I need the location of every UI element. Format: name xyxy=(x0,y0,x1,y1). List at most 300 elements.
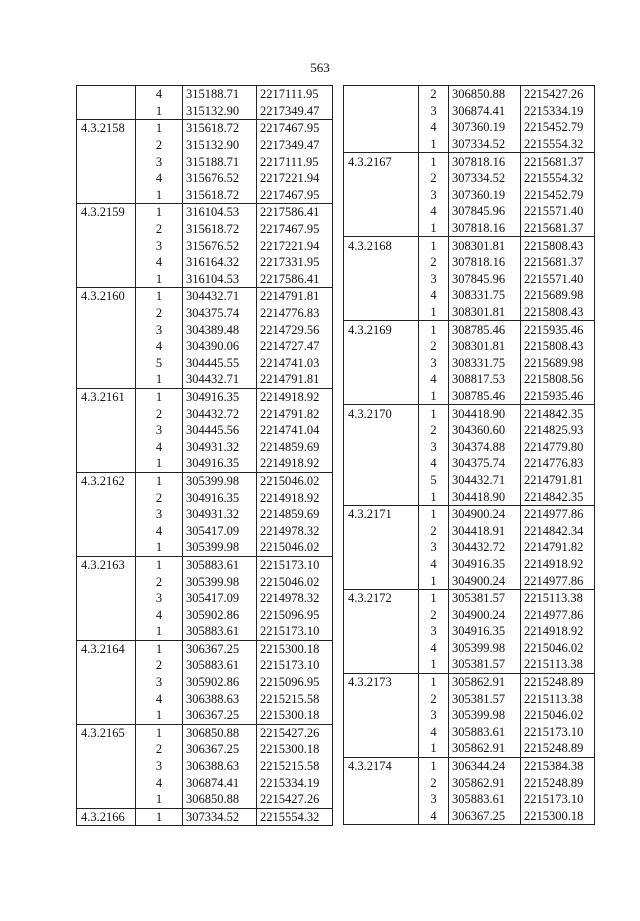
x-coordinate-cell: 305862.91 xyxy=(449,673,521,690)
point-number-cell: 1 xyxy=(419,740,449,757)
y-coordinate-cell: 2214727.47 xyxy=(257,338,333,355)
x-coordinate-cell: 305381.57 xyxy=(449,656,521,673)
y-coordinate-cell: 2215248.89 xyxy=(521,740,595,757)
point-number-cell: 2 xyxy=(419,774,449,791)
table-row xyxy=(77,556,333,573)
x-coordinate-cell: 304900.24 xyxy=(449,505,521,522)
table-row xyxy=(344,724,595,741)
table-row xyxy=(77,674,333,691)
x-coordinate-cell: 315132.90 xyxy=(183,103,257,120)
point-number-cell: 4 xyxy=(136,254,183,271)
table-row xyxy=(77,573,333,590)
point-number-cell: 4 xyxy=(136,690,183,707)
y-coordinate-cell: 2215452.79 xyxy=(521,187,595,204)
point-number-cell: 1 xyxy=(136,120,183,137)
parcel-id-cell xyxy=(77,254,136,271)
point-number-cell: 3 xyxy=(136,506,183,523)
point-number-cell: 5 xyxy=(419,472,449,489)
x-coordinate-cell: 304418.90 xyxy=(449,488,521,505)
parcel-id-cell xyxy=(344,187,419,204)
table-row xyxy=(77,254,333,271)
y-coordinate-cell: 2215096.95 xyxy=(257,674,333,691)
y-coordinate-cell: 2217467.95 xyxy=(257,120,333,137)
parcel-id-cell: 4.3.2173 xyxy=(344,673,419,690)
point-number-cell: 1 xyxy=(419,572,449,589)
x-coordinate-cell: 305883.61 xyxy=(183,623,257,640)
y-coordinate-cell: 2215215.58 xyxy=(257,758,333,775)
point-number-cell: 2 xyxy=(136,489,183,506)
x-coordinate-cell: 308301.81 xyxy=(449,237,521,254)
y-coordinate-cell: 2214791.81 xyxy=(257,288,333,305)
point-number-cell: 1 xyxy=(136,724,183,741)
x-coordinate-cell: 305399.98 xyxy=(183,472,257,489)
y-coordinate-cell: 2215300.18 xyxy=(257,741,333,758)
table-row xyxy=(344,271,595,288)
x-coordinate-cell: 307818.16 xyxy=(449,220,521,237)
y-coordinate-cell: 2215681.37 xyxy=(521,153,595,170)
right-coordinate-table xyxy=(343,85,595,825)
point-number-cell: 4 xyxy=(136,606,183,623)
point-number-cell: 3 xyxy=(419,187,449,204)
y-coordinate-cell: 2215248.89 xyxy=(521,673,595,690)
x-coordinate-cell: 305883.61 xyxy=(449,724,521,741)
point-number-cell: 4 xyxy=(136,522,183,539)
table-row xyxy=(344,623,595,640)
point-number-cell: 2 xyxy=(419,170,449,187)
parcel-id-cell xyxy=(344,774,419,791)
y-coordinate-cell: 2215452.79 xyxy=(521,119,595,136)
table-row xyxy=(344,690,595,707)
parcel-id-cell xyxy=(344,572,419,589)
y-coordinate-cell: 2215935.46 xyxy=(521,321,595,338)
parcel-id-cell xyxy=(77,791,136,808)
y-coordinate-cell: 2217467.95 xyxy=(257,221,333,238)
table-row xyxy=(77,455,333,472)
x-coordinate-cell: 308785.46 xyxy=(449,388,521,405)
table-row xyxy=(344,338,595,355)
parcel-id-cell xyxy=(77,237,136,254)
x-coordinate-cell: 304389.48 xyxy=(183,321,257,338)
table-row xyxy=(344,304,595,321)
y-coordinate-cell: 2214776.83 xyxy=(521,455,595,472)
table-row xyxy=(77,623,333,640)
parcel-id-cell xyxy=(77,371,136,388)
table-row xyxy=(77,489,333,506)
parcel-id-cell xyxy=(344,203,419,220)
parcel-id-cell xyxy=(77,707,136,724)
point-number-cell: 4 xyxy=(419,556,449,573)
parcel-id-cell xyxy=(344,86,419,103)
table-row xyxy=(77,120,333,137)
point-number-cell: 1 xyxy=(136,791,183,808)
x-coordinate-cell: 304916.35 xyxy=(183,489,257,506)
point-number-cell: 1 xyxy=(419,153,449,170)
table-row xyxy=(77,137,333,154)
x-coordinate-cell: 304375.74 xyxy=(449,455,521,472)
point-number-cell: 1 xyxy=(419,505,449,522)
y-coordinate-cell: 2217586.41 xyxy=(257,204,333,221)
table-row xyxy=(344,606,595,623)
parcel-id-cell: 4.3.2171 xyxy=(344,505,419,522)
x-coordinate-cell: 306388.63 xyxy=(183,758,257,775)
parcel-id-cell xyxy=(77,271,136,288)
parcel-id-cell xyxy=(344,271,419,288)
x-coordinate-cell: 305381.57 xyxy=(449,690,521,707)
table-row xyxy=(77,640,333,657)
parcel-id-cell: 4.3.2165 xyxy=(77,724,136,741)
parcel-id-cell: 4.3.2164 xyxy=(77,640,136,657)
x-coordinate-cell: 305862.91 xyxy=(449,774,521,791)
y-coordinate-cell: 2214825.93 xyxy=(521,422,595,439)
point-number-cell: 1 xyxy=(136,271,183,288)
table-row xyxy=(77,388,333,405)
y-coordinate-cell: 2217586.41 xyxy=(257,271,333,288)
table-row xyxy=(344,791,595,808)
x-coordinate-cell: 307818.16 xyxy=(449,254,521,271)
point-number-cell: 2 xyxy=(136,741,183,758)
x-coordinate-cell: 308331.75 xyxy=(449,355,521,372)
parcel-id-cell xyxy=(77,422,136,439)
y-coordinate-cell: 2214776.83 xyxy=(257,305,333,322)
table-row xyxy=(344,254,595,271)
x-coordinate-cell: 315618.72 xyxy=(183,187,257,204)
parcel-id-cell xyxy=(77,522,136,539)
x-coordinate-cell: 305902.86 xyxy=(183,674,257,691)
parcel-id-cell xyxy=(77,438,136,455)
x-coordinate-cell: 304916.35 xyxy=(449,556,521,573)
y-coordinate-cell: 2214791.82 xyxy=(521,539,595,556)
point-number-cell: 5 xyxy=(136,355,183,372)
parcel-id-cell: 4.3.2160 xyxy=(77,288,136,305)
point-number-cell: 3 xyxy=(136,153,183,170)
x-coordinate-cell: 304916.35 xyxy=(183,388,257,405)
table-row xyxy=(344,287,595,304)
table-row xyxy=(344,455,595,472)
parcel-id-cell xyxy=(344,338,419,355)
y-coordinate-cell: 2215571.40 xyxy=(521,271,595,288)
y-coordinate-cell: 2215554.32 xyxy=(257,808,333,826)
point-number-cell: 4 xyxy=(419,119,449,136)
y-coordinate-cell: 2215300.18 xyxy=(521,808,595,825)
y-coordinate-cell: 2214842.35 xyxy=(521,405,595,422)
y-coordinate-cell: 2215935.46 xyxy=(521,388,595,405)
y-coordinate-cell: 2215427.26 xyxy=(257,791,333,808)
point-number-cell: 1 xyxy=(136,556,183,573)
y-coordinate-cell: 2215173.10 xyxy=(257,623,333,640)
x-coordinate-cell: 305417.09 xyxy=(183,522,257,539)
x-coordinate-cell: 306367.25 xyxy=(183,640,257,657)
y-coordinate-cell: 2215681.37 xyxy=(521,220,595,237)
parcel-id-cell xyxy=(344,606,419,623)
y-coordinate-cell: 2214978.32 xyxy=(257,590,333,607)
y-coordinate-cell: 2215248.89 xyxy=(521,774,595,791)
parcel-id-cell: 4.3.2168 xyxy=(344,237,419,254)
parcel-id-cell xyxy=(77,355,136,372)
table-row xyxy=(344,103,595,120)
parcel-id-cell xyxy=(344,556,419,573)
point-number-cell: 4 xyxy=(136,338,183,355)
table-row xyxy=(77,237,333,254)
table-row xyxy=(344,808,595,825)
x-coordinate-cell: 308817.53 xyxy=(449,371,521,388)
x-coordinate-cell: 304418.90 xyxy=(449,405,521,422)
point-number-cell: 4 xyxy=(419,287,449,304)
parcel-id-cell: 4.3.2161 xyxy=(77,388,136,405)
y-coordinate-cell: 2215808.43 xyxy=(521,304,595,321)
y-coordinate-cell: 2217331.95 xyxy=(257,254,333,271)
x-coordinate-cell: 305399.98 xyxy=(183,573,257,590)
y-coordinate-cell: 2215046.02 xyxy=(257,573,333,590)
x-coordinate-cell: 307845.96 xyxy=(449,271,521,288)
parcel-id-cell xyxy=(77,539,136,556)
table-row xyxy=(344,119,595,136)
point-number-cell: 2 xyxy=(419,606,449,623)
table-row xyxy=(344,656,595,673)
point-number-cell: 2 xyxy=(136,405,183,422)
table-row xyxy=(344,673,595,690)
y-coordinate-cell: 2215427.26 xyxy=(257,724,333,741)
x-coordinate-cell: 304432.71 xyxy=(449,472,521,489)
parcel-id-cell xyxy=(344,103,419,120)
parcel-id-cell xyxy=(77,506,136,523)
table-row xyxy=(77,204,333,221)
point-number-cell: 1 xyxy=(419,589,449,606)
x-coordinate-cell: 306874.41 xyxy=(183,774,257,791)
parcel-id-cell: 4.3.2174 xyxy=(344,757,419,774)
x-coordinate-cell: 307845.96 xyxy=(449,203,521,220)
parcel-id-cell xyxy=(344,438,419,455)
x-coordinate-cell: 304916.35 xyxy=(449,623,521,640)
point-number-cell: 1 xyxy=(419,220,449,237)
x-coordinate-cell: 307334.52 xyxy=(449,170,521,187)
point-number-cell: 4 xyxy=(419,640,449,657)
y-coordinate-cell: 2214918.92 xyxy=(521,623,595,640)
x-coordinate-cell: 306850.88 xyxy=(449,86,521,103)
parcel-id-cell xyxy=(344,304,419,321)
x-coordinate-cell: 305862.91 xyxy=(449,740,521,757)
point-number-cell: 1 xyxy=(419,656,449,673)
point-number-cell: 4 xyxy=(136,438,183,455)
point-number-cell: 1 xyxy=(136,455,183,472)
table-row xyxy=(344,589,595,606)
parcel-id-cell xyxy=(344,808,419,825)
table-row xyxy=(344,539,595,556)
x-coordinate-cell: 308301.81 xyxy=(449,304,521,321)
parcel-id-cell xyxy=(77,657,136,674)
point-number-cell: 2 xyxy=(136,221,183,238)
y-coordinate-cell: 2215113.38 xyxy=(521,656,595,673)
y-coordinate-cell: 2214977.86 xyxy=(521,572,595,589)
y-coordinate-cell: 2215554.32 xyxy=(521,170,595,187)
x-coordinate-cell: 316104.53 xyxy=(183,204,257,221)
point-number-cell: 1 xyxy=(419,757,449,774)
y-coordinate-cell: 2217467.95 xyxy=(257,187,333,204)
point-number-cell: 4 xyxy=(419,203,449,220)
parcel-id-cell xyxy=(77,590,136,607)
table-row xyxy=(344,572,595,589)
parcel-id-cell xyxy=(77,774,136,791)
point-number-cell: 4 xyxy=(419,724,449,741)
y-coordinate-cell: 2214791.82 xyxy=(257,405,333,422)
x-coordinate-cell: 307334.52 xyxy=(449,136,521,153)
x-coordinate-cell: 304375.74 xyxy=(183,305,257,322)
y-coordinate-cell: 2214842.35 xyxy=(521,488,595,505)
table-row xyxy=(344,556,595,573)
table-row xyxy=(77,724,333,741)
table-row xyxy=(344,355,595,372)
point-number-cell: 3 xyxy=(419,707,449,724)
point-number-cell: 1 xyxy=(136,539,183,556)
table-row xyxy=(77,355,333,372)
parcel-id-cell xyxy=(344,707,419,724)
table-row xyxy=(77,438,333,455)
y-coordinate-cell: 2214842.34 xyxy=(521,522,595,539)
table-row xyxy=(344,153,595,170)
parcel-id-cell: 4.3.2158 xyxy=(77,120,136,137)
table-row xyxy=(344,187,595,204)
table-row xyxy=(77,187,333,204)
point-number-cell: 1 xyxy=(419,488,449,505)
point-number-cell: 3 xyxy=(136,422,183,439)
y-coordinate-cell: 2214977.86 xyxy=(521,505,595,522)
table-row xyxy=(77,506,333,523)
y-coordinate-cell: 2215681.37 xyxy=(521,254,595,271)
x-coordinate-cell: 305399.98 xyxy=(183,539,257,556)
table-row xyxy=(344,505,595,522)
left-coordinate-table xyxy=(76,85,333,826)
table-row xyxy=(77,288,333,305)
parcel-id-cell xyxy=(77,170,136,187)
table-row xyxy=(77,758,333,775)
parcel-id-cell: 4.3.2170 xyxy=(344,405,419,422)
x-coordinate-cell: 307818.16 xyxy=(449,153,521,170)
parcel-id-cell xyxy=(77,455,136,472)
parcel-id-cell xyxy=(77,606,136,623)
point-number-cell: 3 xyxy=(136,321,183,338)
parcel-id-cell: 4.3.2167 xyxy=(344,153,419,170)
x-coordinate-cell: 315618.72 xyxy=(183,221,257,238)
page-number: 563 xyxy=(310,60,330,75)
point-number-cell: 3 xyxy=(136,237,183,254)
parcel-id-cell xyxy=(77,758,136,775)
x-coordinate-cell: 316104.53 xyxy=(183,271,257,288)
table-row xyxy=(344,170,595,187)
parcel-id-cell xyxy=(77,187,136,204)
parcel-id-cell xyxy=(344,119,419,136)
x-coordinate-cell: 307334.52 xyxy=(183,808,257,826)
y-coordinate-cell: 2215334.19 xyxy=(521,103,595,120)
point-number-cell: 1 xyxy=(136,288,183,305)
x-coordinate-cell: 315188.71 xyxy=(183,86,257,103)
table-row xyxy=(77,405,333,422)
parcel-id-cell xyxy=(344,422,419,439)
table-row xyxy=(77,422,333,439)
y-coordinate-cell: 2214859.69 xyxy=(257,438,333,455)
y-coordinate-cell: 2215334.19 xyxy=(257,774,333,791)
x-coordinate-cell: 307360.19 xyxy=(449,119,521,136)
y-coordinate-cell: 2214977.86 xyxy=(521,606,595,623)
parcel-id-cell: 4.3.2162 xyxy=(77,472,136,489)
table-row xyxy=(344,707,595,724)
x-coordinate-cell: 306367.25 xyxy=(183,741,257,758)
x-coordinate-cell: 304360.60 xyxy=(449,422,521,439)
parcel-id-cell xyxy=(344,791,419,808)
y-coordinate-cell: 2217349.47 xyxy=(257,103,333,120)
point-number-cell: 2 xyxy=(419,254,449,271)
parcel-id-cell: 4.3.2169 xyxy=(344,321,419,338)
parcel-id-cell xyxy=(344,136,419,153)
parcel-id-cell xyxy=(344,455,419,472)
point-number-cell: 1 xyxy=(419,237,449,254)
y-coordinate-cell: 2215300.18 xyxy=(257,640,333,657)
point-number-cell: 1 xyxy=(136,187,183,204)
y-coordinate-cell: 2214918.92 xyxy=(257,489,333,506)
point-number-cell: 3 xyxy=(419,791,449,808)
table-row xyxy=(344,640,595,657)
y-coordinate-cell: 2215300.18 xyxy=(257,707,333,724)
x-coordinate-cell: 315132.90 xyxy=(183,137,257,154)
point-number-cell: 2 xyxy=(136,305,183,322)
x-coordinate-cell: 305902.86 xyxy=(183,606,257,623)
y-coordinate-cell: 2214918.92 xyxy=(257,388,333,405)
y-coordinate-cell: 2215113.38 xyxy=(521,589,595,606)
point-number-cell: 1 xyxy=(136,808,183,826)
table-row xyxy=(77,690,333,707)
point-number-cell: 3 xyxy=(419,623,449,640)
point-number-cell: 4 xyxy=(419,371,449,388)
parcel-id-cell xyxy=(344,690,419,707)
table-row xyxy=(77,808,333,826)
parcel-id-cell xyxy=(344,522,419,539)
x-coordinate-cell: 306850.88 xyxy=(183,724,257,741)
parcel-id-cell xyxy=(77,338,136,355)
table-row xyxy=(344,86,595,103)
x-coordinate-cell: 316164.32 xyxy=(183,254,257,271)
point-number-cell: 4 xyxy=(136,774,183,791)
table-row xyxy=(344,438,595,455)
y-coordinate-cell: 2215173.10 xyxy=(521,724,595,741)
x-coordinate-cell: 304445.55 xyxy=(183,355,257,372)
table-row xyxy=(344,321,595,338)
parcel-id-cell xyxy=(344,623,419,640)
table-row xyxy=(344,136,595,153)
table-row xyxy=(77,170,333,187)
y-coordinate-cell: 2217221.94 xyxy=(257,237,333,254)
table-row xyxy=(77,338,333,355)
table-row xyxy=(77,153,333,170)
y-coordinate-cell: 2215554.32 xyxy=(521,136,595,153)
y-coordinate-cell: 2215215.58 xyxy=(257,690,333,707)
table-row xyxy=(344,220,595,237)
y-coordinate-cell: 2214741.04 xyxy=(257,422,333,439)
x-coordinate-cell: 304900.24 xyxy=(449,572,521,589)
y-coordinate-cell: 2215046.02 xyxy=(257,539,333,556)
y-coordinate-cell: 2215046.02 xyxy=(521,640,595,657)
y-coordinate-cell: 2215427.26 xyxy=(521,86,595,103)
point-number-cell: 4 xyxy=(419,455,449,472)
parcel-id-cell xyxy=(344,355,419,372)
parcel-id-cell xyxy=(344,371,419,388)
point-number-cell: 2 xyxy=(419,86,449,103)
x-coordinate-cell: 304374.88 xyxy=(449,438,521,455)
parcel-id-cell xyxy=(344,388,419,405)
parcel-id-cell xyxy=(344,640,419,657)
x-coordinate-cell: 315676.52 xyxy=(183,170,257,187)
parcel-id-cell xyxy=(77,405,136,422)
parcel-id-cell xyxy=(77,690,136,707)
y-coordinate-cell: 2214791.81 xyxy=(257,371,333,388)
x-coordinate-cell: 306344.24 xyxy=(449,757,521,774)
